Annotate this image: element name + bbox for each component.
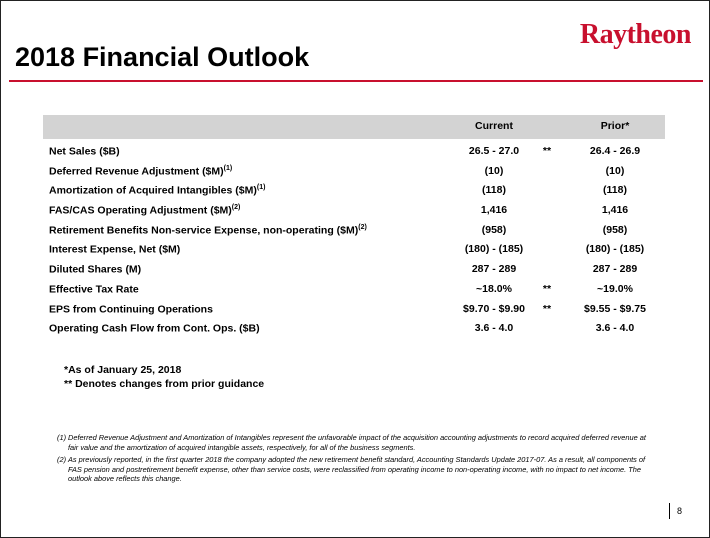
footnote-1 <box>57 433 657 452</box>
prior-value: (10) <box>605 164 625 177</box>
current-value: ~18.0% <box>476 282 512 295</box>
prior-value: 3.6 - 4.0 <box>595 322 635 335</box>
row-label: Diluted Shares (M) <box>49 263 142 276</box>
changes-note: ** Denotes changes from prior guidance <box>64 378 265 390</box>
current-value: (10) <box>484 164 504 177</box>
current-value: (180) - (185) <box>464 243 524 256</box>
raytheon-logo: Raytheon <box>579 19 691 50</box>
row-label: EPS from Continuing Operations <box>49 303 213 315</box>
change-marker: ** <box>542 145 552 157</box>
row-label: Amortization of Acquired Intangibles ($M)$^{(1)}$ <box>49 184 266 197</box>
page-number-divider <box>669 503 670 519</box>
page-title: 2018 Financial Outlook <box>15 42 310 72</box>
footnotes <box>57 433 657 487</box>
current-value: 3.6 - 4.0 <box>474 322 514 335</box>
footnote-text: Deferred Revenue Adjustment and Amortization of Intangibles represent the unfavorable impact of the acquisition accounting adjustments to record acquired deferred revenue at fair value and the amortization of acquired intangible assets, respectively, for all of the business segments. <box>68 433 646 452</box>
column-header-current: Current <box>475 120 513 132</box>
table-row <box>43 201 665 221</box>
current-value: 26.5 - 27.0 <box>468 145 520 157</box>
table-row <box>43 221 665 241</box>
footnote-number: (2) <box>57 455 67 465</box>
row-label: Net Sales ($B) <box>49 145 120 158</box>
footnote-number: (1) <box>57 433 67 442</box>
title-divider <box>9 80 703 82</box>
prior-value: 1,416 <box>601 204 629 217</box>
row-label: FAS/CAS Operating Adjustment ($M)$^{(2)}$ <box>49 204 241 217</box>
prior-value: $9.55 - $9.75 <box>584 302 646 315</box>
guidance-notes <box>64 363 264 391</box>
column-header-prior: Prior* <box>600 120 630 132</box>
table-row <box>43 300 665 320</box>
table-row <box>43 240 665 260</box>
page-number: 8 <box>677 506 683 516</box>
table-row <box>43 319 665 339</box>
row-label: Interest Expense, Net ($M) <box>49 243 181 256</box>
current-value: (118) <box>482 184 506 197</box>
table-row <box>43 162 665 182</box>
row-label: Operating Cash Flow from Cont. Ops. ($B) <box>49 322 260 335</box>
prior-value: (958) <box>602 223 628 236</box>
table-header <box>43 115 665 139</box>
prior-value: 26.4 - 26.9 <box>589 145 641 157</box>
row-label: Retirement Benefits Non-service Expense, non-operating ($M)$^{(2)}$ <box>49 223 367 237</box>
as-of-note: *As of January 25, 2018 <box>64 364 182 376</box>
current-value: $9.70 - $9.90 <box>463 302 525 315</box>
row-label: Deferred Revenue Adjustment ($M)$^{(1)}$ <box>49 164 233 178</box>
table-row <box>43 142 665 162</box>
outlook-table <box>43 115 665 339</box>
current-value: (958) <box>481 223 507 236</box>
prior-value: 287 - 289 <box>592 263 638 276</box>
row-label: Effective Tax Rate <box>49 283 139 296</box>
prior-value: (180) - (185) <box>585 243 645 256</box>
table-row <box>43 181 665 201</box>
table-row <box>43 260 665 280</box>
table-row <box>43 280 665 300</box>
footnote-2 <box>57 455 657 484</box>
prior-value: ~19.0% <box>597 282 633 295</box>
change-marker: ** <box>542 282 552 295</box>
current-value: 1,416 <box>480 204 508 217</box>
current-value: 287 - 289 <box>471 263 517 276</box>
prior-value: (118) <box>603 184 627 197</box>
footnote-text: As previously reported, in the first quarter 2018 the company adopted the new retirement benefit standard, Accounting Standards Update 2017-07. As a result, all components of FAS pension and postretirement benefit expense, other than service costs, were reclassified from operating income to non-operating income, with no impact to net income. The outlook above reflects this change. <box>68 455 646 484</box>
change-marker: ** <box>542 302 552 315</box>
